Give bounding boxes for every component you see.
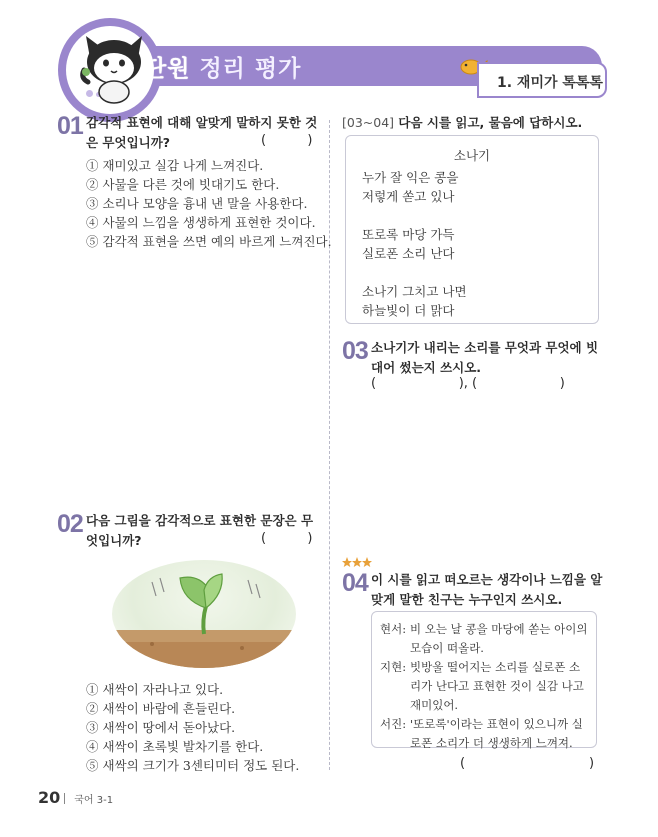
instruction-text: 다음 시를 읽고, 물음에 답하시오.	[398, 115, 583, 130]
title-bold: 단원	[144, 56, 191, 82]
sprout-illustration	[112, 560, 296, 668]
q1-choices	[86, 156, 332, 251]
q1-choice-4[interactable]: ④ 사물의 느낌을 생생하게 표현한 것이다.	[86, 215, 316, 230]
poem-line: 하늘빛이 더 맑다	[362, 303, 455, 318]
q2-choice-4[interactable]: ④ 새싹이 초록빛 발차기를 한다.	[86, 739, 264, 754]
q1-number: 01	[57, 112, 83, 140]
friend-answer[interactable]	[380, 620, 588, 658]
poem-title: 소나기	[453, 148, 491, 163]
poem-line	[362, 206, 467, 225]
footer-divider	[64, 793, 65, 804]
q4-text: 이 시를 읽고 떠오르는 생각이나 느낌을 알맞게 말한 친구는 누구인지 쓰시오.	[371, 572, 603, 607]
q1-answer-paren[interactable]: ( )	[261, 133, 313, 148]
poem-lines	[362, 168, 467, 320]
q2-choice-5[interactable]: ⑤ 새싹의 크기가 3센티미터 정도 된다.	[86, 758, 300, 773]
q1-choice-5[interactable]: ⑤ 감각적 표현을 쓰면 예의 바르게 느껴진다.	[86, 234, 332, 249]
friend-name: 서진:	[380, 717, 407, 731]
q4-answer-paren[interactable]: ( )	[460, 756, 595, 771]
friends-answers	[380, 620, 588, 753]
poem-line: 또로록 마당 가득	[362, 227, 455, 242]
q2-choice-1[interactable]: ① 새싹이 자라나고 있다.	[86, 682, 224, 697]
q1-choice-3[interactable]: ③ 소리나 모양을 흉내 낸 말을 사용한다.	[86, 196, 308, 211]
friend-answer[interactable]	[380, 658, 588, 715]
q1-choice-1[interactable]: ① 재미있고 실감 나게 느껴진다.	[86, 158, 264, 173]
book-name: 국어 3-1	[74, 795, 114, 806]
page-number: 20	[38, 788, 61, 807]
poem-line: 소나기 그치고 나면	[362, 284, 467, 299]
poem-box	[345, 135, 599, 324]
poem-line	[362, 263, 467, 282]
q2-answer-paren[interactable]: ( )	[261, 531, 313, 546]
title-rest: 정리 평가	[199, 56, 302, 82]
sprout-icon	[112, 560, 296, 668]
poem-line: 실로폰 소리 난다	[362, 246, 455, 261]
q4-number: 04	[342, 569, 368, 597]
q2-choice-3[interactable]: ③ 새싹이 땅에서 돋아났다.	[86, 720, 236, 735]
friend-name: 지현:	[380, 660, 407, 674]
q2-choice-2[interactable]: ② 새싹이 바람에 흔들린다.	[86, 701, 236, 716]
cat-mascot-icon	[72, 30, 150, 104]
q2-choices	[86, 680, 299, 775]
poem-instruction	[342, 113, 582, 131]
poem-line: 저렇게 쏟고 있나	[362, 189, 455, 204]
q1-choice-2[interactable]: ② 사물을 다른 것에 빗대기도 한다.	[86, 177, 280, 192]
poem-line: 누가 잘 익은 콩을	[362, 170, 459, 185]
q3-text: 소나기가 내리는 소리를 무엇과 무엇에 빗대어 썼는지 쓰시오.	[371, 340, 599, 375]
q3-answer-paren[interactable]: ( ), ( )	[371, 376, 565, 391]
q2-text: 다음 그림을 감각적으로 표현한 문장은 무엇입니까?	[86, 513, 314, 548]
page-footer	[38, 788, 113, 807]
question-range: [03~04]	[342, 115, 395, 130]
friends-answers-box	[371, 611, 597, 748]
q1-text: 감각적 표현에 대해 알맞게 말하지 못한 것은 무엇입니까?	[86, 115, 318, 150]
friend-text: 비 오는 날 콩을 마당에 쏟는 아이의 모습이 떠올라.	[410, 622, 588, 655]
friend-answer[interactable]	[380, 715, 588, 753]
unit-tab: 1. 재미가 톡톡톡	[477, 62, 607, 98]
friend-name: 현서:	[380, 622, 407, 636]
page-title	[144, 50, 301, 83]
q2-number: 02	[57, 510, 83, 538]
q3-number: 03	[342, 337, 368, 365]
friend-text: 빗방울 떨어지는 소리를 실로폰 소리가 난다고 표현한 것이 실감 나고 재미있어.	[410, 660, 584, 712]
friend-text: '또로록'이라는 표현이 있으니까 실로폰 소리가 더 생생하게 느껴져.	[410, 717, 583, 750]
